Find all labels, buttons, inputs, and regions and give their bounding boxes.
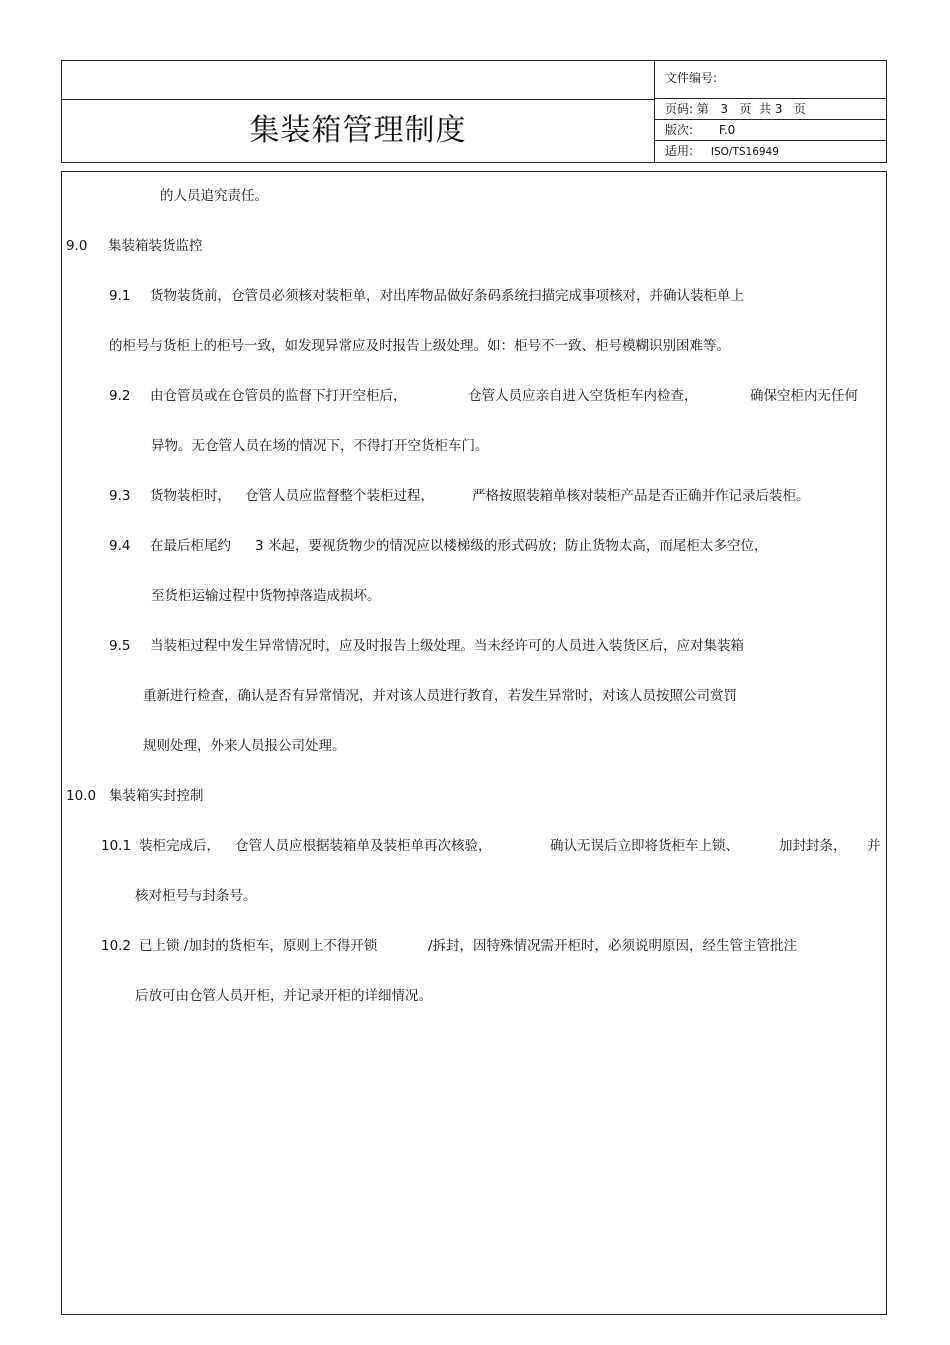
page-value: 第 3 页 共 3 页 [696,102,806,116]
doc-number-label: 文件编号: [665,71,718,85]
item-9-2-part: 确保空柜内无任何 [750,388,858,404]
version-value: F.0 [718,123,736,137]
item-text: 货物装货前，仓管员必须核对装柜单，对出库物品做好条码系统扫描完成事项核对，并确认装柜单上 [150,288,744,304]
item-9-2-part: 仓管人员应亲自进入空货柜车内检查， [468,388,698,404]
item-9-3-part: 严格按照装箱单核对装柜产品是否正确并作记录后装柜。 [472,488,810,504]
doc-number-row [655,61,886,99]
section-title: 集装箱装货监控 [108,238,203,254]
body-line: 的人员追究责任。 [160,188,268,204]
item-text: 货物装柜时， [150,488,231,504]
item-10-2 [101,937,377,955]
item-10-1-part: 并 [867,838,881,854]
item-10-2-cont: 后放可由仓管人员开柜，并记录开柜的详细情况。 [135,988,432,1004]
applies-label: 适用: [665,144,694,158]
item-9-2-cont: 异物。无仓管人员在场的情况下，不得打开空货柜车门。 [151,438,489,454]
section-number: 10.0 [66,788,97,804]
page-row [655,99,886,120]
item-9-5-cont: 规则处理，外来人员报公司处理。 [143,738,346,754]
version-row [655,120,886,141]
header-info-cell [655,61,886,162]
item-10-1-part: 仓管人员应根据装箱单及装柜单再次核验， [235,838,492,854]
item-number: 9.2 [109,388,131,404]
item-number: 9.5 [109,638,131,654]
item-9-3 [109,487,231,505]
item-text: 装柜完成后， [139,838,220,854]
item-9-4-cont: 至货柜运输过程中货物掉落造成损坏。 [151,588,381,604]
section-title: 集装箱实封控制 [109,788,204,804]
item-9-5 [109,637,744,655]
header-title-cell [62,61,655,162]
item-number: 10.2 [101,938,132,954]
item-9-2 [109,387,407,405]
item-10-1-part: 加封封条， [779,838,847,854]
document-header [61,60,887,163]
item-text: 在最后柜尾约 [150,538,231,554]
section-9-heading [66,237,203,255]
header-divider [62,99,654,100]
version-label: 版次: [665,123,694,137]
item-number: 9.3 [109,488,131,504]
item-number: 9.1 [109,288,131,304]
item-10-1-cont: 核对柜号与封条号。 [135,888,257,904]
item-9-4-part: 3 米起，要视货物少的情况应以楼梯级的形式码放；防止货物太高，而尾柜太多空位， [255,538,768,554]
section-10-heading [66,787,204,805]
applies-row [655,141,886,162]
item-text: 已上锁 /加封的货柜车，原则上不得开锁 [139,938,378,954]
page-label: 页码: [665,102,694,116]
item-number: 9.4 [109,538,131,554]
item-9-1-cont: 的柜号与货柜上的柜号一致，如发现异常应及时报告上级处理。如：柜号不一致、柜号模糊识别困难等。 [109,338,730,354]
item-9-1 [109,287,744,305]
applies-value: ISO/TS16949 [710,146,779,158]
section-number: 9.0 [66,238,88,254]
item-text: 由仓管员或在仓管员的监督下打开空柜后， [150,388,407,404]
item-9-3-part: 仓管人员应监督整个装柜过程， [245,488,434,504]
item-10-1-part: 确认无误后立即将货柜车上锁、 [550,838,739,854]
document-title: 集装箱管理制度 [249,113,467,148]
item-text: 当装柜过程中发生异常情况时，应及时报告上级处理。当未经许可的人员进入装货区后，应对集装箱 [150,638,744,654]
item-10-2-part: /拆封，因特殊情况需开柜时，必须说明原因，经生管主管批注 [428,938,798,954]
item-number: 10.1 [101,838,132,854]
item-9-4 [109,537,231,555]
item-9-5-cont: 重新进行检查，确认是否有异常情况，并对该人员进行教育，若发生异常时，对该人员按照公司赏罚 [143,688,737,704]
item-10-1 [101,837,220,855]
